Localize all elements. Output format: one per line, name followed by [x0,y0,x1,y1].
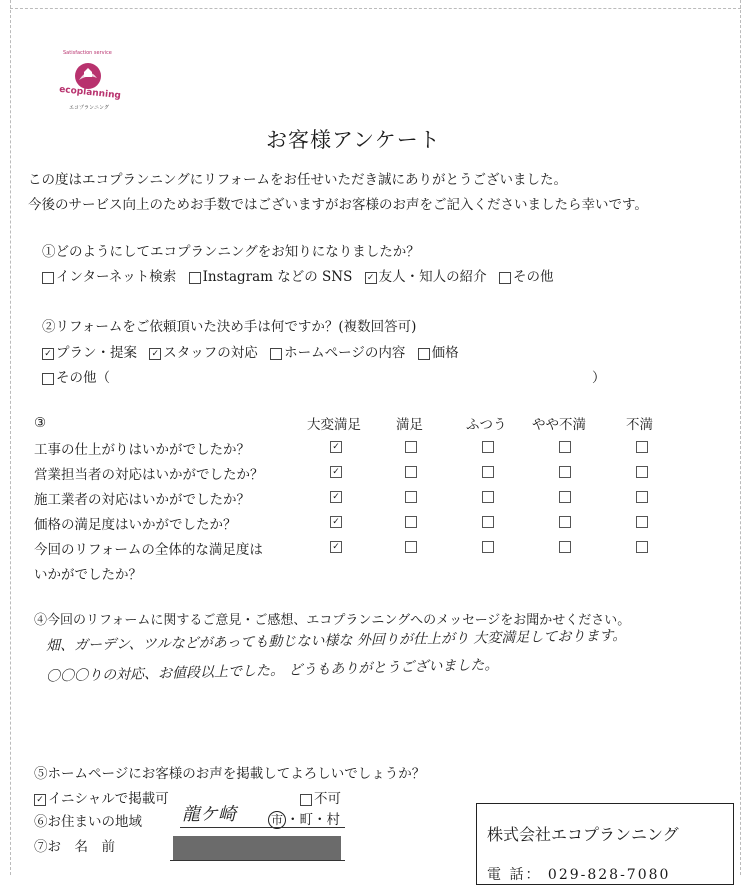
q6-area-handwritten[interactable]: 龍ケ崎 [182,804,236,825]
rating-box[interactable] [482,491,494,503]
q5-question: ⑤ホームページにお客様のお声を掲載してよろしいでしょうか？ [34,766,426,782]
top-perforation [10,0,741,9]
q3-row-5-cont: いかがでしたか？ [34,567,142,583]
q3-label: ③ [34,415,47,431]
rating-box-checked[interactable]: ✓ [330,491,342,503]
rating-box-checked[interactable]: ✓ [330,441,342,453]
rating-box[interactable] [559,466,571,478]
q3-row-3: 施工業者の対応はいかがでしたか？ [34,492,250,508]
q1-question: ①どのようにしてエコプランニングをお知りになりましたか？ [42,244,420,260]
q1-option-referral[interactable]: ✓ 友人・知人の紹介 [365,269,487,285]
q2-options [42,341,459,361]
rating-box[interactable] [559,516,571,528]
rating-box[interactable] [636,541,648,553]
q1-option-other[interactable]: その他 [499,269,554,285]
q7-underline [170,860,345,861]
intro-line-2: 今後のサービス向上のためお手数ではございますがお客様のお声をご記入くださいましたら幸いです。 [28,197,648,213]
scale-somewhat-unsatisfied: やや不満 [532,417,586,433]
logo-kana: エコプランニング [69,105,109,111]
checkbox[interactable] [42,373,54,385]
checkbox[interactable] [418,348,430,360]
rating-box[interactable] [405,516,417,528]
checkbox[interactable] [42,272,54,284]
rating-box[interactable] [636,491,648,503]
rating-box[interactable] [405,441,417,453]
company-box [476,803,734,885]
q6-city-circle: 市 [268,811,286,829]
q2-option-homepage[interactable]: ホームページの内容 [270,345,405,361]
q2-option-staff[interactable]: ✓ スタッフの対応 [149,345,258,361]
scale-very-satisfied: 大変満足 [307,417,361,433]
phone-number: 029-828-7080 [547,867,671,883]
rating-box[interactable] [559,441,571,453]
right-perforation [740,0,751,875]
checkbox[interactable] [270,348,282,360]
company-phone [487,864,670,884]
q3-row-1: 工事の仕上がりはいかがでしたか？ [34,442,250,458]
rating-box[interactable] [482,516,494,528]
checkbox-checked[interactable]: ✓ [34,794,46,806]
q3-row-2: 営業担当者の対応はいかがでしたか？ [34,467,264,483]
q5-option-no[interactable]: 不可 [300,787,341,807]
logo-name: ecoplanning [58,84,122,102]
logo-tagline: Satisfaction service [63,50,112,56]
checkbox[interactable] [189,272,201,284]
rating-box[interactable] [482,541,494,553]
rating-box[interactable] [482,441,494,453]
rating-box[interactable] [405,491,417,503]
q1-options [42,265,553,285]
q3-row-4: 価格の満足度はいかがでしたか？ [34,517,237,533]
q6-city-circled [268,808,340,829]
q4-answer-line-1[interactable]: 畑、ガーデン、ツルなどがあっても動じない様な 外回りが仕上がり 大変満足しております。 [45,627,627,655]
checkbox[interactable] [300,794,312,806]
rating-box[interactable] [559,541,571,553]
rating-box[interactable] [636,441,648,453]
scale-satisfied: 満足 [396,417,423,433]
page-title: お客様アンケート [266,128,441,152]
rating-box[interactable] [636,516,648,528]
rating-box-checked[interactable]: ✓ [330,516,342,528]
q2-other-close: ） [592,370,606,386]
scale-unsatisfied: 不満 [626,417,653,433]
rating-box[interactable] [482,466,494,478]
rating-box[interactable] [559,491,571,503]
checkbox-checked[interactable]: ✓ [365,272,377,284]
q1-option-sns[interactable]: Instagram などの SNS [189,269,353,285]
rating-box[interactable] [405,466,417,478]
q3-row-5: 今回のリフォームの全体的な満足度は [34,542,263,558]
q2-option-plan[interactable]: ✓ プラン・提案 [42,345,137,361]
rating-box-checked[interactable]: ✓ [330,466,342,478]
q2-other[interactable]: その他（ [42,366,110,386]
intro-line-1: この度はエコプランニングにリフォームをお任せいただき誠にありがとうございました。 [28,172,568,188]
logo [55,48,125,118]
q4-question: ④今回のリフォームに関するご意見・ご感想、エコプランニングへのメッセージをお聞かせください。 [34,613,631,628]
left-perforation [0,0,11,875]
rating-box-checked[interactable]: ✓ [330,541,342,553]
checkbox-checked[interactable]: ✓ [149,348,161,360]
checkbox-checked[interactable]: ✓ [42,348,54,360]
q1-option-internet[interactable]: インターネット検索 [42,269,176,285]
q7-label: ⑦お 名 前 [34,839,115,855]
q4-answer-line-2[interactable]: 〇〇〇りの対応、お値段以上でした。 どうもありがとうございました。 [45,657,499,685]
q6-underline [180,827,345,828]
checkbox[interactable] [499,272,511,284]
q6-label: ⑥お住まいの地域 [34,814,142,830]
rating-box[interactable] [636,466,648,478]
scale-neutral: ふつう [466,417,507,433]
rating-box[interactable] [405,541,417,553]
company-name: 株式会社エコプランニング [487,825,679,844]
q2-option-price[interactable]: 価格 [418,345,459,361]
q5-option-initials[interactable]: ✓ イニシャルで掲載可 [34,787,169,807]
q2-question: ②リフォームをご依頼頂いた決め手は何ですか？(複数回答可) [42,319,417,335]
phone-label: 電 話： [487,867,542,883]
q6-suffix: ・町・村 [286,812,340,828]
name-redaction [173,836,341,860]
